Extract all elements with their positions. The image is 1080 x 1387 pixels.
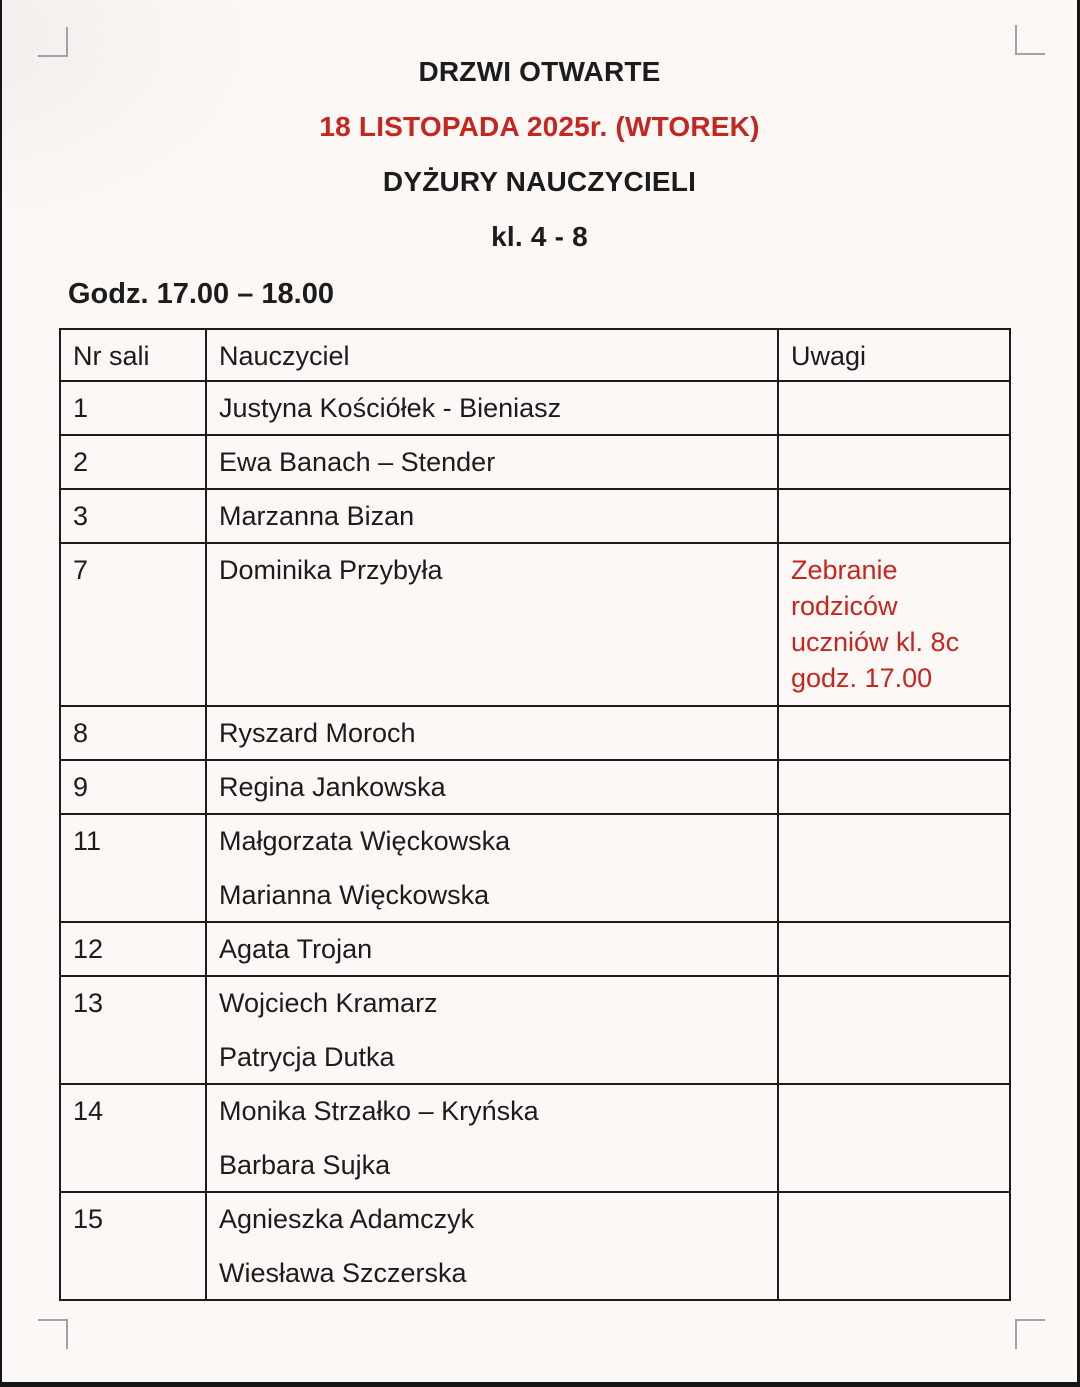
crop-mark-top-right-icon bbox=[1015, 25, 1045, 55]
remarks-cell bbox=[778, 489, 1010, 543]
remarks-cell bbox=[778, 1084, 1010, 1192]
remarks-cell bbox=[778, 706, 1010, 760]
document-title: DRZWI OTWARTE bbox=[418, 56, 661, 87]
room-number: 8 bbox=[60, 706, 206, 760]
crop-mark-top-left-icon bbox=[38, 27, 68, 57]
teacher-name: Małgorzata Więckowska bbox=[219, 826, 511, 856]
teacher-names bbox=[206, 760, 778, 814]
remarks-cell bbox=[778, 814, 1010, 922]
room-number: 11 bbox=[60, 814, 206, 922]
duty-table bbox=[59, 328, 1011, 1301]
table-row bbox=[60, 922, 1010, 976]
teacher-names bbox=[206, 1084, 778, 1192]
teacher-names bbox=[206, 435, 778, 489]
room-number: 13 bbox=[60, 976, 206, 1084]
teacher-name: Justyna Kościółek - Bieniasz bbox=[219, 393, 562, 423]
remarks-cell bbox=[778, 1192, 1010, 1300]
column-header-uwagi: Uwagi bbox=[778, 329, 1010, 381]
teacher-names bbox=[206, 706, 778, 760]
teacher-name: Barbara Sujka bbox=[219, 1150, 391, 1180]
teacher-names bbox=[206, 381, 778, 435]
table-row bbox=[60, 543, 1010, 706]
room-number: 2 bbox=[60, 435, 206, 489]
remarks-cell bbox=[778, 435, 1010, 489]
teacher-name: Patrycja Dutka bbox=[219, 1042, 395, 1072]
table-row bbox=[60, 706, 1010, 760]
table-row bbox=[60, 976, 1010, 1084]
teacher-name: Wojciech Kramarz bbox=[219, 988, 438, 1018]
table-row bbox=[60, 1084, 1010, 1192]
room-number: 15 bbox=[60, 1192, 206, 1300]
remarks-cell bbox=[778, 760, 1010, 814]
teacher-names bbox=[206, 489, 778, 543]
teacher-name: Ewa Banach – Stender bbox=[219, 447, 496, 477]
room-number: 14 bbox=[60, 1084, 206, 1192]
table-row bbox=[60, 760, 1010, 814]
teacher-name: Agnieszka Adamczyk bbox=[219, 1204, 475, 1234]
teacher-name: Regina Jankowska bbox=[219, 772, 446, 802]
table-row bbox=[60, 489, 1010, 543]
table-row bbox=[60, 435, 1010, 489]
remarks-cell bbox=[778, 543, 1010, 706]
classes-range: kl. 4 - 8 bbox=[491, 221, 588, 252]
teacher-name: Wiesława Szczerska bbox=[219, 1258, 467, 1288]
column-header-nauczyciel: Nauczyciel bbox=[206, 329, 778, 381]
crop-mark-bottom-left-icon bbox=[38, 1319, 68, 1349]
table-header-row bbox=[60, 329, 1010, 381]
teacher-name: Agata Trojan bbox=[219, 934, 373, 964]
room-number: 1 bbox=[60, 381, 206, 435]
table-row bbox=[60, 1192, 1010, 1300]
room-number: 12 bbox=[60, 922, 206, 976]
document-header bbox=[2, 0, 1077, 264]
crop-mark-bottom-right-icon bbox=[1015, 1319, 1045, 1349]
teacher-name: Dominika Przybyła bbox=[219, 555, 443, 585]
table-row bbox=[60, 381, 1010, 435]
column-header-nr-sali: Nr sali bbox=[60, 329, 206, 381]
document-subtitle: DYŻURY NAUCZYCIELI bbox=[382, 166, 697, 197]
table-row bbox=[60, 814, 1010, 922]
teacher-name: Marzanna Bizan bbox=[219, 501, 415, 531]
remarks-cell bbox=[778, 381, 1010, 435]
teacher-names bbox=[206, 922, 778, 976]
teacher-name: Marianna Więckowska bbox=[219, 880, 490, 910]
teacher-name: Monika Strzałko – Kryńska bbox=[219, 1096, 539, 1126]
teacher-names bbox=[206, 1192, 778, 1300]
remarks-cell bbox=[778, 976, 1010, 1084]
remarks-cell bbox=[778, 922, 1010, 976]
event-date: 18 LISTOPADA 2025r. (WTOREK) bbox=[319, 111, 760, 142]
remark-text: Zebranie rodziców uczniów kl. 8c godz. 17.00 bbox=[791, 555, 960, 693]
room-number: 7 bbox=[60, 543, 206, 706]
teacher-names bbox=[206, 543, 778, 706]
room-number: 3 bbox=[60, 489, 206, 543]
teacher-names bbox=[206, 814, 778, 922]
teacher-name: Ryszard Moroch bbox=[219, 718, 416, 748]
time-range: Godz. 17.00 – 18.00 bbox=[68, 278, 334, 310]
teacher-names bbox=[206, 976, 778, 1084]
room-number: 9 bbox=[60, 760, 206, 814]
